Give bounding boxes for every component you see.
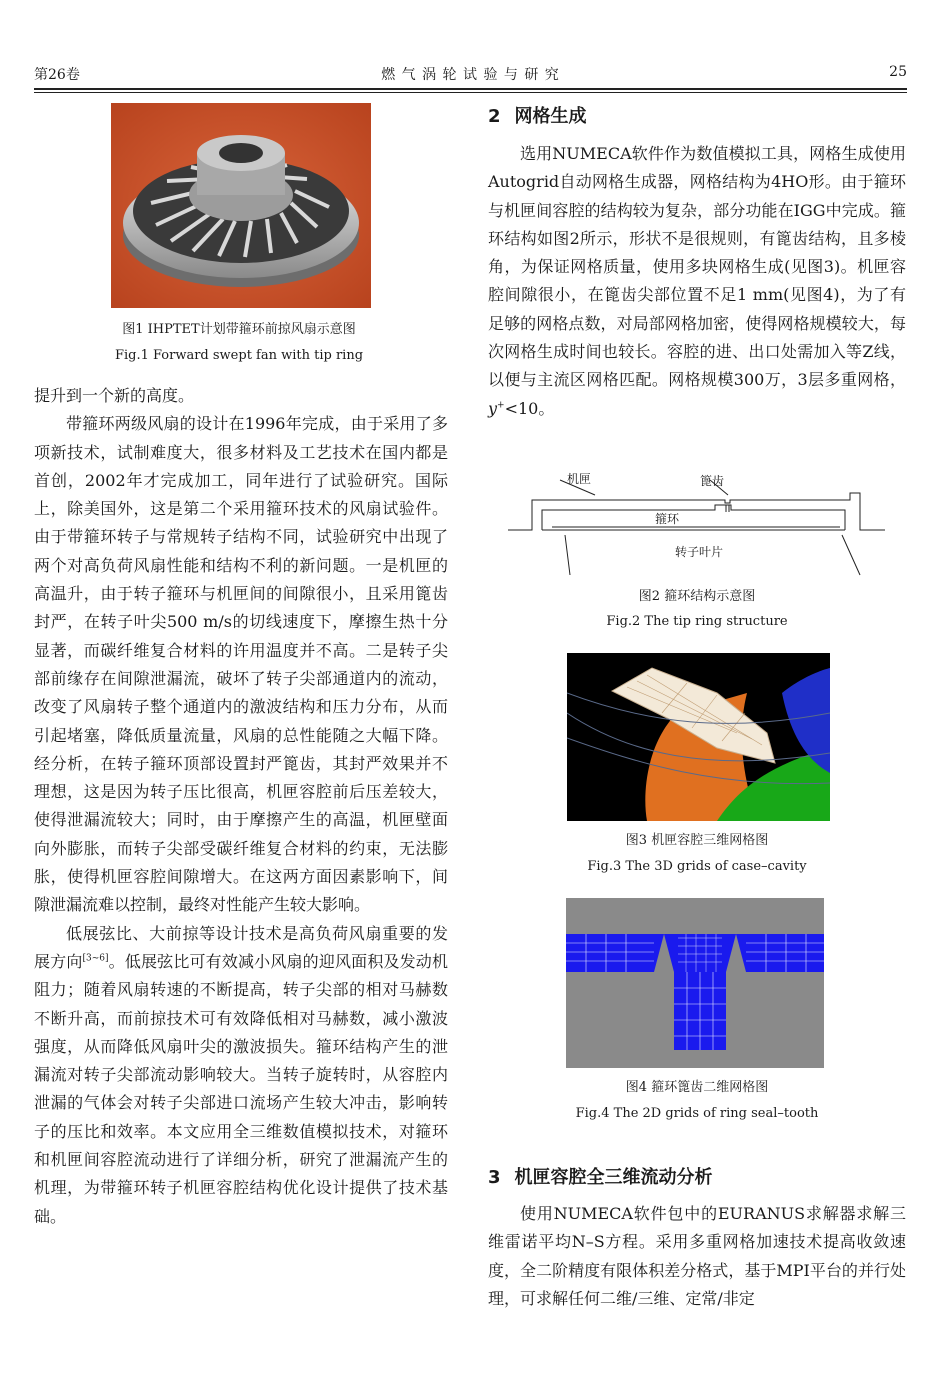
page-number: 25: [889, 64, 907, 80]
header-rule-thin: [34, 92, 907, 93]
fig2-label-casing: 机匣: [567, 472, 592, 486]
fig2-label-ring: 箍环: [655, 512, 680, 526]
fig3-caption-en: Fig.3 The 3D grids of case–cavity: [587, 859, 807, 874]
section3-body: [488, 1200, 906, 1313]
fig4-caption-en: Fig.4 The 2D grids of ring seal–tooth: [575, 1106, 819, 1121]
fig1-caption-cn: 图1 IHPTET计划带箍环前掠风扇示意图: [122, 322, 356, 337]
fig4-2d-grid-render: [566, 898, 824, 1068]
section2-body: [488, 140, 906, 423]
fig1-caption-en: Fig.1 Forward swept fan with tip ring: [114, 348, 364, 363]
paragraph: 选用NUMECA软件作为数值模拟工具，网格生成使用Autogrid自动网格生成器，网格结构为4HO形。由于箍环与机匣间容腔的结构较为复杂，部分功能在IGG中完成。箍环结构如图2所示，形状不是很规则，有篦齿结构，且多棱角，为保证网格质量，使用多块网格生成(见图3)。机匣容腔间隙很小，在篦齿尖部位置不足1 mm(见图4)，为了有足够的网格点数，对局部网格加密，使得网格规模较大，每次网格生成时间也较长。容腔的进、出口处需加入等Z线，以便与主流区网格匹配。网格规模300万，3层多重网格，y+<10。: [488, 144, 906, 418]
fig1-fan-photo: [111, 103, 371, 308]
fig3-3d-grid-render: [567, 653, 830, 821]
fig4-caption-cn: 图4 箍环篦齿二维网格图: [625, 1080, 769, 1095]
header-rule: [34, 88, 907, 90]
fig2-label-blade: 转子叶片: [675, 545, 724, 559]
fig2-caption-cn: 图2 箍环结构示意图: [638, 589, 756, 604]
paragraph: 低展弦比、大前掠等设计技术是高负荷风扇重要的发展方向[3~6]。低展弦比可有效减小风扇的迎风面积及发动机阻力；随着风扇转速的不断提高，转子尖部的相对马赫数不断升高，而前掠技术可有效降低相对马赫数，减小激波强度，从而降低风扇叶尖的激波损失。箍环结构产生的泄漏流对转子尖部流动影响较大。当转子旋转时，从容腔内泄漏的气体会对转子尖部进口流场产生较大冲击，影响转子的压比和效率。本文应用全三维数值模拟技术，对箍环和机匣间容腔流动进行了详细分析，研究了泄漏流产生的机理，为带箍环转子机匣容腔结构优化设计提供了技术基础。: [34, 923, 448, 1226]
paragraph: 带箍环两级风扇的设计在1996年完成，由于采用了多项新技术，试制难度大，很多材料及工艺技术在国内都是首创，2002年才完成加工，同年进行了试验研究。国际上，除美国外，这是第二个采用箍环技术的风扇试验件。由于带箍环转子与常规转子结构不同，试验研究中出现了两个对高负荷风扇性能和结构不利的新问题。一是机匣的高温升，由于转子箍环与机匣间的间隙很小，且采用篦齿封严，在转子叶尖500 m/s的切线速度下，摩擦生热十分显著，而碳纤维复合材料的许用温度并不高。二是转子尖部前缘存在间隙泄漏流，破坏了转子尖部通道内的流动，改变了风扇转子整个通道内的激波结构和压力分布，从而引起堵塞，降低质量流量，风扇的总性能随之大幅下降。经分析，在转子箍环顶部设置封严篦齿，其封严效果并不理想，这是因为转子压比很高，机匣容腔前后压差较大，使得泄漏流较大；同时，由于摩擦产生的高温，机匣壁面向外膨胀，而转子尖部受碳纤维复合材料的约束，无法膨胀，使得机匣容腔间隙增大。在这两方面因素影响下，间隙泄漏流难以控制，最终对性能产生较大影响。: [34, 414, 448, 915]
section-heading-2: 2 网格生成: [488, 106, 587, 127]
citation-ref: [3~6]: [82, 953, 109, 964]
paragraph: 提升到一个新的高度。: [34, 386, 195, 405]
fig3-caption-cn: 图3 机匣容腔三维网格图: [625, 833, 769, 848]
running-header-volume: 第26卷: [34, 67, 80, 83]
left-column-body: [34, 382, 448, 1231]
running-header-journal: 燃 气 涡 轮 试 验 与 研 究: [381, 67, 560, 83]
fig2-caption-en: Fig.2 The tip ring structure: [606, 614, 788, 629]
fig2-label-tooth: 篦齿: [700, 474, 725, 488]
section-heading-3: 3 机匣容腔全三维流动分析: [488, 1167, 713, 1188]
paragraph: 使用NUMECA软件包中的EURANUS求解器求解三维雷诺平均N–S方程。采用多重网格加速技术提高收敛速度，全二阶精度有限体积差分格式，基于MPI平台的并行处理，可求解任何二维/三维、定常/非定: [488, 1204, 906, 1308]
